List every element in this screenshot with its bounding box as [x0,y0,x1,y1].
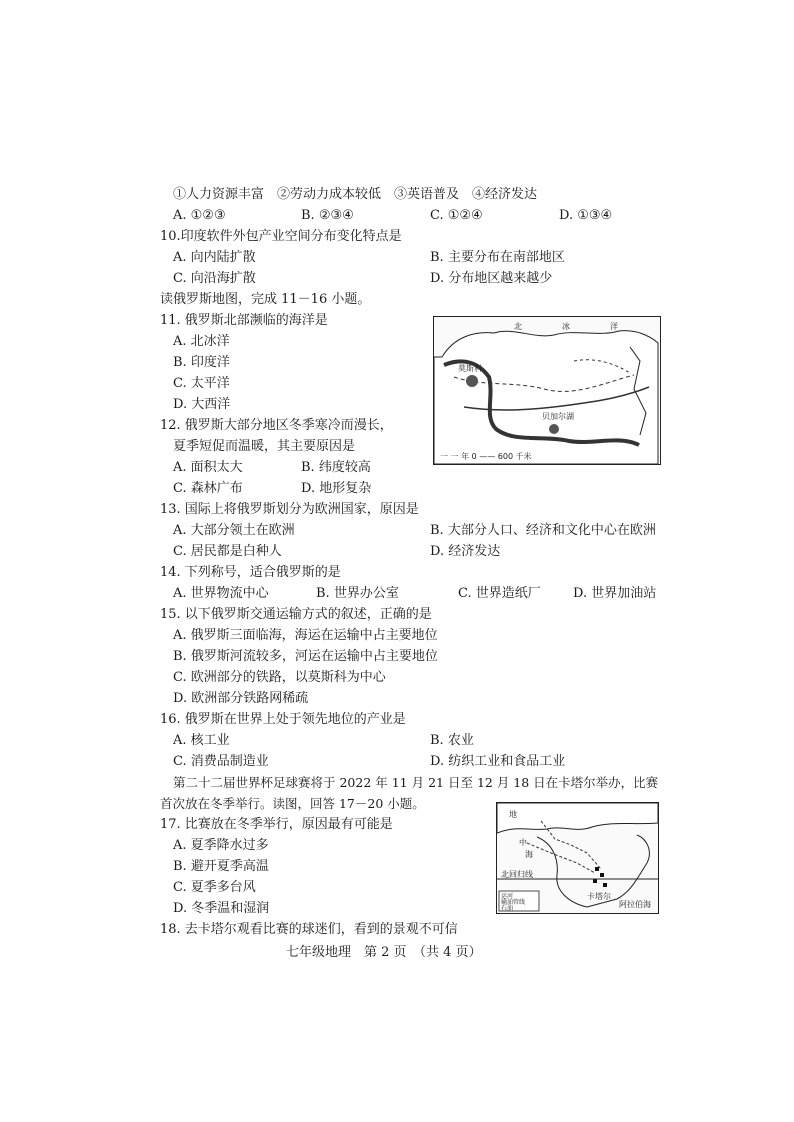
q10-option-c: C. 向沿海扩散 [173,271,256,286]
q9-option-d: D. ①③④ [559,208,613,223]
mideast-map-label-di: 地 [509,810,517,819]
q13-option-c: C. 居民都是白种人 [173,544,282,559]
q14-stem: 14. 下列称号，适合俄罗斯的是 [160,565,341,580]
q15-option-d: D. 欧洲部分铁路网稀疏 [173,691,309,706]
q11-option-a: A. 北冰洋 [173,334,230,349]
q12-option-c: C. 森林广布 [173,481,243,496]
q16-option-a: A. 核工业 [173,733,230,748]
q9-statements: ①人力资源丰富 ②劳动力成本较低 ③英语普及 ④经济发达 [173,187,538,202]
q10-stem: 10.印度软件外包产业空间分布变化特点是 [160,229,402,244]
worldcup-intro-line1: 第二十二届世界杯足球赛将于 2022 年 11 月 21 日至 12 月 18 日在卡塔尔举办，比赛 [173,775,659,790]
q17-option-a: A. 夏季降水过多 [173,838,269,853]
mideast-map [496,802,659,914]
q12-stem-line2: 夏季短促而温暖，其主要原因是 [173,439,356,454]
russia-map-label-bing: 冰 [562,322,570,331]
russia-map-label-moscow: 莫斯科 [458,364,482,373]
mideast-map-label-tropic: 北回归线 [501,870,533,879]
q9-option-a: A. ①②③ [173,208,226,223]
q10-option-b: B. 主要分布在南部地区 [430,250,565,265]
mideast-map-label-arabian-sea: 阿拉伯海 [619,900,651,909]
q9-option-c: C. ①②④ [430,208,483,223]
q13-option-a: A. 大部分领土在欧洲 [173,523,295,538]
q15-option-b: B. 俄罗斯河流较多，河运在运输中占主要地位 [173,649,438,664]
q16-option-c: C. 消费品制造业 [173,754,269,769]
russia-map [433,316,661,465]
page-footer: 七年级地理 第 2 页 （共 4 页） [286,945,482,960]
q10-option-d: D. 分布地区越来越少 [430,271,553,286]
q15-option-c: C. 欧洲部分的铁路，以莫斯科为中心 [173,670,386,685]
q11-option-b: B. 印度洋 [173,355,230,370]
q14-option-c: C. 世界造纸厂 [458,586,541,601]
mideast-map-label-hai: 海 [525,850,533,859]
q15-option-a: A. 俄罗斯三面临海，海运在运输中占主要地位 [173,628,438,643]
q16-option-d: D. 纺织工业和食品工业 [430,754,566,769]
russia-intro: 读俄罗斯地图，完成 11－16 小题。 [160,292,371,307]
russia-map-label-bei: 北 [514,322,522,331]
russia-map-label-baikal: 贝加尔湖 [542,412,574,421]
q13-stem: 13. 国际上将俄罗斯划分为欧洲国家，原因是 [160,502,419,517]
q12-stem-line1: 12. 俄罗斯大部分地区冬季寒冷而漫长， [160,418,393,433]
q12-option-b: B. 纬度较高 [301,460,371,475]
q13-option-b: B. 大部分人口、经济和文化中心在欧洲 [430,523,656,538]
q11-option-d: D. 大西洋 [173,397,231,412]
q9-option-b: B. ②③④ [301,208,354,223]
q16-stem: 16. 俄罗斯在世界上处于领先地位的产业是 [160,712,406,727]
q16-option-b: B. 农业 [430,733,474,748]
q14-option-d: D. 世界加油站 [573,586,657,601]
q11-option-c: C. 太平洋 [173,376,230,391]
russia-map-label-yang: 洋 [610,322,618,331]
q17-option-b: B. 避开夏季高温 [173,859,269,874]
q12-option-a: A. 面积太大 [173,460,243,475]
q11-stem: 11. 俄罗斯北部濒临的海洋是 [160,313,328,328]
q17-option-d: D. 冬季温和湿润 [173,901,270,916]
q10-option-a: A. 向内陆扩散 [173,250,256,265]
mideast-legend-canal: 运河 [501,893,514,900]
q18-stem: 18. 去卡塔尔观看比赛的球迷们，看到的景观不可信 [160,922,458,937]
q17-option-c: C. 夏季多台风 [173,880,256,895]
q14-option-a: A. 世界物流中心 [173,586,269,601]
mideast-legend-oil: 石油 [501,905,514,912]
q15-stem: 15. 以下俄罗斯交通运输方式的叙述，正确的是 [160,607,432,622]
q17-stem: 17. 比赛放在冬季举行，原因最有可能是 [160,817,393,832]
mideast-map-label-zhong: 中 [519,838,527,847]
q12-option-d: D. 地形复杂 [301,481,372,496]
mideast-legend-pipeline: 输油管线 [501,899,526,906]
q13-option-d: D. 经济发达 [430,544,501,559]
worldcup-intro-line2: 首次放在冬季举行。读图，回答 17－20 小题。 [160,796,425,811]
russia-map-legend: 一 一 年 0 —— 600 千米 [440,452,532,461]
mideast-map-label-qatar: 卡塔尔 [587,892,611,901]
q14-option-b: B. 世界办公室 [316,586,399,601]
